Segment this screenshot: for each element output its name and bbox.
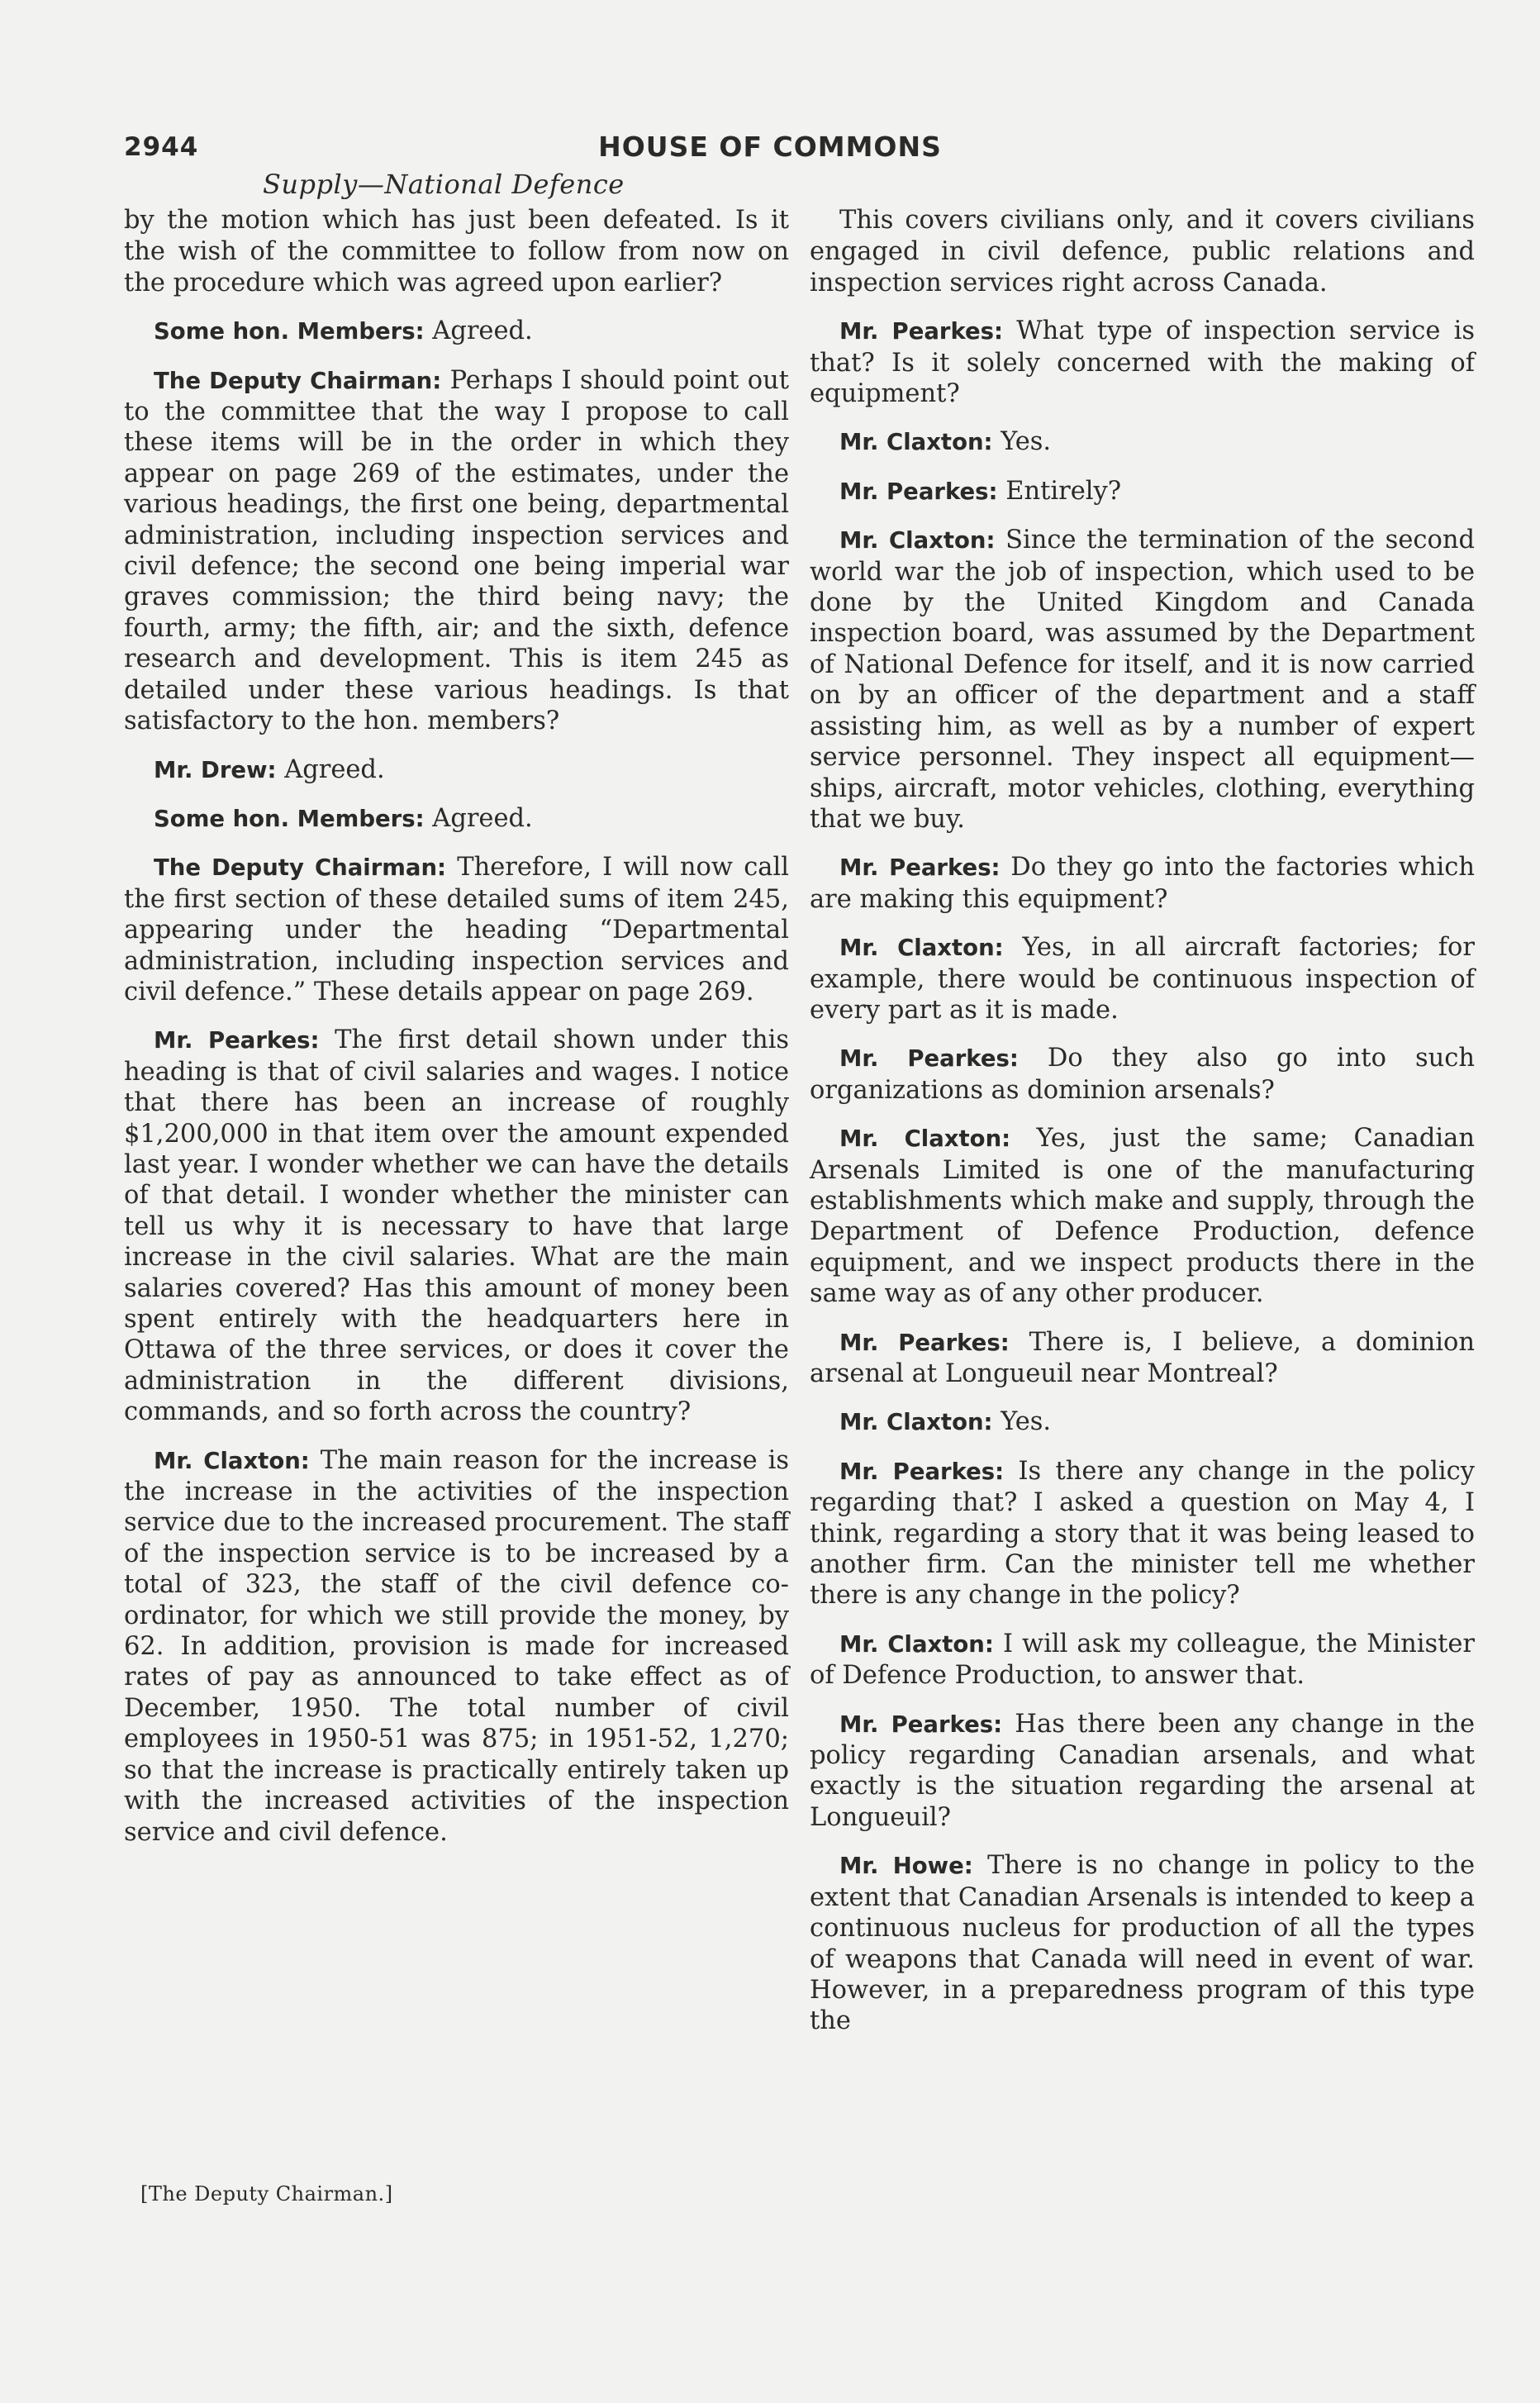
paragraph: [810, 1327, 1475, 1390]
paragraph: [810, 525, 1475, 835]
paragraph: [124, 205, 789, 298]
paragraph: [124, 803, 789, 835]
speech-text: by the motion which has just been defeated. Is it the wish of the committee to follow from now on the procedure which was agreed upon earlier?: [124, 206, 789, 297]
paragraph: [124, 1025, 789, 1427]
speech-text: Yes.: [1001, 427, 1052, 457]
paragraph: [124, 1445, 789, 1848]
paragraph: [810, 1123, 1475, 1309]
speech-text: The main reason for the increase is the increase in the activities of the inspection service due to the increased procurement. The staff of the inspection service is to be increased by a total of 323, the staff of the civil defence co-ordinator, for which we still provide the money, by 62. In addition, provision is made for increased rates of pay as announced to take effect as of December, 1950. The total number of civil employees in 1950-51 was 875; in 1951-52, 1,270; so that the increase is practically entirely taken up with the increased activities of the inspection service and civil defence.: [124, 1445, 790, 1847]
speech-text: Agreed.: [432, 803, 533, 833]
paragraph: [810, 476, 1475, 507]
paragraph: [810, 852, 1475, 915]
speaker-name: Mr. Claxton:: [839, 1409, 993, 1436]
speaker-name: Mr. Claxton:: [839, 429, 993, 456]
speaker-name: Some hon. Members:: [154, 805, 425, 832]
paragraph: [810, 1850, 1475, 2036]
speaker-name: Mr. Claxton:: [154, 1447, 310, 1474]
footer-note: [The Deputy Chairman.]: [140, 2182, 393, 2206]
paragraph: [124, 852, 789, 1007]
paragraph: [810, 205, 1475, 298]
speaker-name: Mr. Claxton:: [839, 935, 1004, 962]
paragraph: [810, 426, 1475, 458]
speaker-name: The Deputy Chairman:: [154, 367, 442, 394]
speech-text: I will ask my colleague, the Minister of Defence Production, to answer that.: [810, 1629, 1476, 1691]
paragraph: [810, 1043, 1475, 1106]
speech-text: Do they also go into such organizations as dominion arsenals?: [810, 1044, 1475, 1105]
paragraph: [810, 316, 1475, 409]
left-column: [124, 205, 789, 1865]
speech-text: There is, I believe, a dominion arsenal at Longueuil near Montreal?: [810, 1327, 1475, 1388]
paragraph: [810, 1456, 1475, 1611]
speaker-name: Mr. Claxton:: [839, 1630, 994, 1658]
speech-text: Has there been any change in the policy regarding Canadian arsenals, and what exactly is the situation regarding the arsenal at Longueuil?: [810, 1709, 1475, 1832]
speech-text: There is no change in policy to the extent that Canadian Arsenals is intended to keep a continuous nucleus for production of all the types of weapons that Canada will need in event of war. However, in a preparedness program of this type the: [810, 1851, 1475, 2036]
speaker-name: Mr. Pearkes:: [839, 318, 1004, 345]
speech-text: Agreed.: [432, 316, 533, 346]
speech-text: Perhaps I should point out to the committee that the way I propose to call these items will be in the order in which they appear on page 269 of the estimates, under the various headings, the first one being, departmental administration, including inspection services and civil defence; the second one being imperial war graves commission; the third being navy; the fourth, army; the fifth, air; and the sixth, defence research and development. This is item 245 as detailed under these various headings. Is that satisfactory to the hon. members?: [124, 365, 790, 736]
speech-text: Agreed.: [284, 754, 385, 784]
speech-text: What type of inspection service is that? Is it solely concerned with the making of equipment?: [810, 316, 1475, 409]
speaker-name: Mr. Howe:: [839, 1853, 973, 1880]
speech-text: Yes, just the same; Canadian Arsenals Limited is one of the manufacturing establishments which make and supply, through the Department of Defence Production, defence equipment, and we inspect products there in the same way as of any other producer.: [810, 1124, 1476, 1309]
section-heading: Supply—National Defence: [263, 169, 625, 200]
speaker-name: Mr. Claxton:: [839, 1125, 1011, 1153]
speaker-name: Mr. Pearkes:: [839, 1458, 1005, 1485]
speaker-name: Mr. Pearkes:: [839, 478, 998, 505]
paragraph: [810, 1406, 1475, 1438]
speech-text: This covers civilians only, and it covers civilians engaged in civil defence, public relations and inspection services right across Canada.: [810, 206, 1475, 297]
speaker-name: Some hon. Members:: [154, 318, 425, 345]
speaker-name: Mr. Drew:: [154, 756, 277, 783]
speaker-name: Mr. Pearkes:: [839, 1711, 1003, 1738]
speech-text: Yes.: [1001, 1407, 1052, 1437]
paragraph: [124, 365, 789, 737]
speech-text: The first detail shown under this heading is that of civil salaries and wages. I notice that there has been an increase of roughly $1,200,000 in that item over the amount expended last year. I wonder whether we can have the details of that detail. I wonder whether the minister can tell us why it is necessary to have that large increase in the civil salaries. What are the main salaries covered? Has this amount of money been spent entirely with the headquarters here in Ottawa of the three services, or does it cover the administration in the different divisions, commands, and so forth across the country?: [124, 1025, 789, 1427]
speech-text: Is there any change in the policy regarding that? I asked a question on May 4, I think, regarding a story that it was being leased to another firm. Can the minister tell me whether there is any change in the policy?: [810, 1456, 1475, 1611]
page-number: 2944: [124, 132, 199, 162]
speaker-name: Mr. Pearkes:: [839, 1045, 1019, 1073]
paragraph: [810, 932, 1475, 1025]
paragraph: [810, 1709, 1475, 1834]
speaker-name: Mr. Pearkes:: [839, 1329, 1010, 1356]
speech-text: Do they go into the factories which are making this equipment?: [810, 853, 1475, 914]
running-head: HOUSE OF COMMONS: [598, 131, 942, 163]
speaker-name: Mr. Pearkes:: [839, 854, 1001, 882]
speaker-name: Mr. Claxton:: [839, 527, 996, 554]
paragraph: [124, 316, 789, 347]
speech-text: Entirely?: [1005, 476, 1122, 506]
right-column: [810, 205, 1475, 2054]
speaker-name: Mr. Pearkes:: [154, 1027, 320, 1054]
speech-text: Yes, in all aircraft factories; for example, there would be continuous inspection of every part as it is made.: [810, 933, 1475, 1025]
speech-text: Since the termination of the second world war the job of inspection, which used to be done by the United Kingdom and Canada inspection board, was assumed by the Department of National Defence for itself, and it is now carried on by an officer of the department and a staff assisting him, as well as by a number of expert service personnel. They inspect all equipment—ships, aircraft, motor vehicles, clothing, everything that we buy.: [810, 526, 1475, 834]
paragraph: [124, 754, 789, 786]
speaker-name: The Deputy Chairman:: [154, 854, 447, 882]
paragraph: [810, 1629, 1475, 1692]
speech-text: Therefore, I will now call the first section of these detailed sums of item 245, appearing under the heading “Departmental administration, including inspection services and civil defence.” These details appear on page 269.: [124, 853, 789, 1006]
